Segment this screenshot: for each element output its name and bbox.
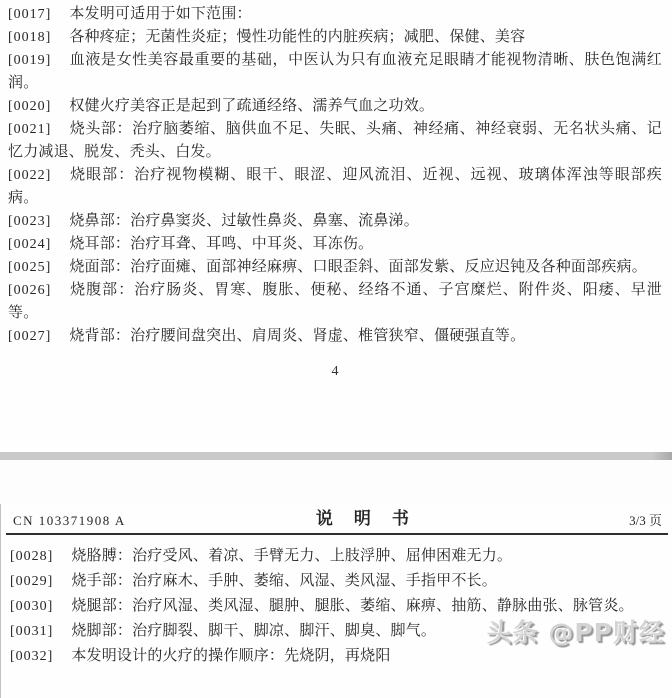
paragraph-number: [0023] <box>8 214 52 229</box>
patent-paragraph <box>8 3 662 26</box>
toutiao-watermark: 头条 @PP财经 <box>486 618 665 647</box>
patent-paragraph <box>8 325 662 348</box>
paragraph-number: [0030] <box>10 599 54 614</box>
paragraph-text: 烧胳膊：治疗受风、着凉、手臂无力、上肢浮肿、屈伸困难无力。 <box>71 548 513 564</box>
paragraph-text: 本发明设计的火疗的操作顺序：先烧阴，再烧阳 <box>71 648 391 664</box>
page-separator-band <box>0 452 672 460</box>
paragraph-text: 烧腿部：治疗风湿、类风湿、腿肿、腿胀、萎缩、麻痹、抽筋、静脉曲张、脉管炎。 <box>71 598 634 614</box>
page-header <box>13 504 662 529</box>
page-indicator: 3/3 页 <box>629 513 662 528</box>
paragraph-text: 烧头部：治疗脑萎缩、脑供血不足、失眠、头痛、神经痛、神经衰弱、无名状头痛、记忆力减退、脱发、秃头、白发。 <box>8 121 662 160</box>
patent-paragraph <box>8 95 662 118</box>
patent-paragraph <box>8 279 662 325</box>
paragraph-number: [0027] <box>8 329 52 344</box>
patent-paragraph <box>8 210 662 233</box>
paragraph-text: 各种疼症；无菌性炎症；慢性功能性的内脏疾病；减肥、保健、美容 <box>69 29 526 45</box>
patent-page-2 <box>0 504 672 698</box>
paragraph-number: [0024] <box>8 237 52 252</box>
paragraph-text: 烧耳部：治疗耳聋、耳鸣、中耳炎、耳冻伤。 <box>69 236 374 252</box>
patent-paragraph <box>8 118 662 164</box>
paragraph-number: [0025] <box>8 260 52 275</box>
paragraph-number: [0032] <box>10 649 54 664</box>
paragraph-number: [0028] <box>10 549 54 564</box>
document-title: 说 明 书 <box>315 509 411 528</box>
patent-paragraph <box>8 164 662 210</box>
paragraph-text: 烧鼻部：治疗鼻窦炎、过敏性鼻炎、鼻塞、流鼻涕。 <box>69 213 419 229</box>
paragraph-number: [0026] <box>8 283 52 298</box>
patent-paragraph <box>8 26 662 49</box>
page-number: 4 <box>331 364 339 379</box>
patent-paragraph <box>10 544 662 569</box>
patent-paragraph <box>10 569 662 594</box>
paragraph-text: 烧背部：治疗腰间盘突出、肩周炎、肾虚、椎管狭窄、僵硬强直等。 <box>69 328 526 344</box>
paragraph-text: 烧脚部：治疗脚裂、脚干、脚凉、脚汗、脚臭、脚气。 <box>71 623 437 639</box>
paragraph-number: [0020] <box>8 99 52 114</box>
patent-paragraph <box>8 49 662 95</box>
paragraph-text: 烧眼部：治疗视物模糊、眼干、眼涩、迎风流泪、近视、远视、玻璃体浑浊等眼部疾病。 <box>8 167 662 206</box>
paragraph-number: [0018] <box>8 30 52 45</box>
patent-number: CN 103371908 A <box>13 513 126 528</box>
paragraph-text: 烧腹部：治疗肠炎、胃寒、腹胀、便秘、经络不通、子宫糜烂、附件炎、阳痿、早泄等。 <box>8 282 662 321</box>
paragraph-number: [0029] <box>10 574 54 589</box>
paragraph-text: 本发明可适用于如下范围： <box>69 6 252 22</box>
patent-paragraph <box>8 233 662 256</box>
paragraph-text: 烧手部：治疗麻木、手肿、萎缩、风湿、类风湿、手指甲不长。 <box>71 573 497 589</box>
paragraph-number: [0022] <box>8 168 52 183</box>
paragraph-text: 烧面部：治疗面瘫、面部神经麻痹、口眼歪斜、面部发紫、反应迟钝及各种面部疾病。 <box>69 259 647 275</box>
patent-paragraph <box>8 256 662 279</box>
paragraph-text: 权健火疗美容正是起到了疏通经络、濡养气血之功效。 <box>69 98 435 114</box>
paragraph-number: [0019] <box>8 53 52 68</box>
paragraph-text: 血液是女性美容最重要的基础，中医认为只有血液充足眼睛才能视物清晰、肤色饱满红润。 <box>8 52 662 91</box>
paragraph-number: [0031] <box>10 624 54 639</box>
paragraph-number: [0021] <box>8 122 52 137</box>
paragraph-number: [0017] <box>8 7 52 22</box>
